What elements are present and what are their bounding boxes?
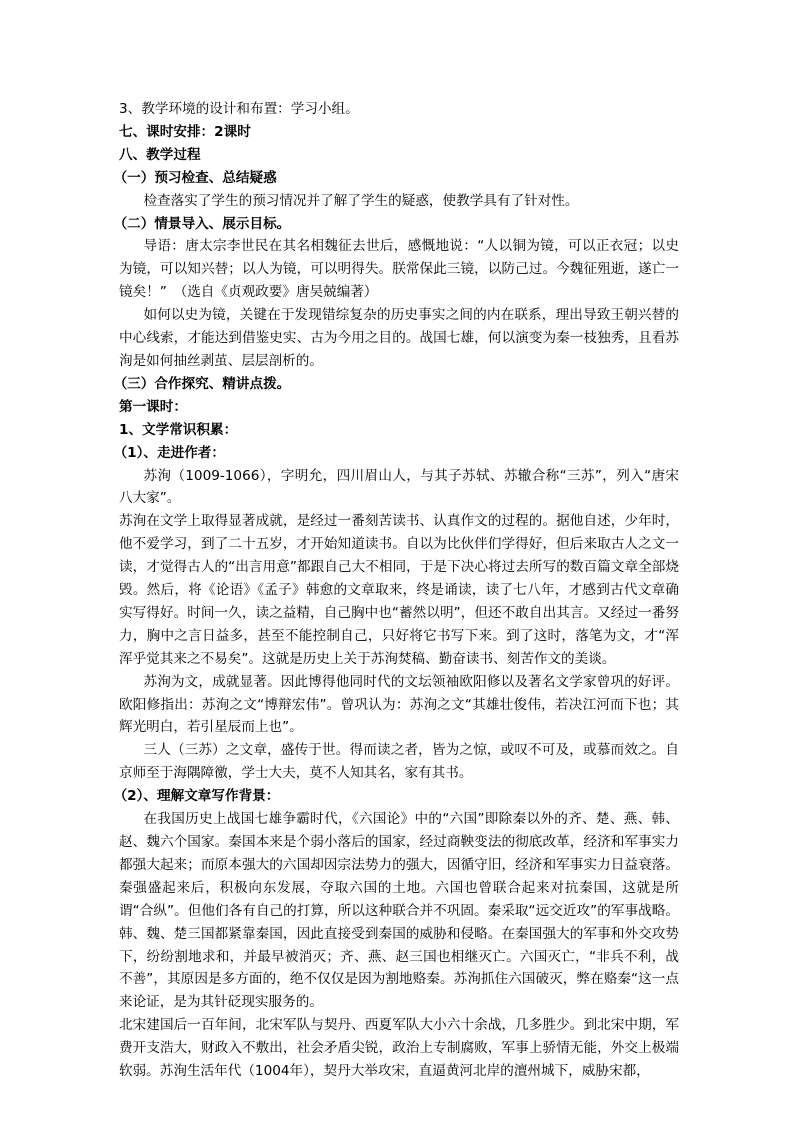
intro-goal-paragraph: 如何以史为镜，关键在于发现错综复杂的历史事实之间的内在联系，理出导致王朝兴替的中心线索，才能达到借鉴史实、古为今用之目的。战国七雄，何以演变为秦一枝独秀，且看苏洵是如何抽丝剥茧、层层剖析的。 [119, 307, 679, 369]
section-8-heading: 八、教学过程 [119, 146, 201, 163]
subsection-1-paragraph: 检查落实了学生的预习情况并了解了学生的疑惑，使教学具有了针对性。 [143, 192, 579, 209]
author-intro-paragraph: 苏洵（1009-1066），字明允，四川眉山人，与其子苏轼、苏辙合称“三苏”，列入“唐宋八大家”。 [119, 467, 679, 507]
teaching-environment-line: 3、教学环境的设计和布置：学习小组。 [119, 101, 359, 117]
warring-states-paragraph: 在我国历史上战国七雄争霸时代，《六国论》中的“六国”即除秦以外的齐、楚、燕、韩、赵、魏六个国家。秦国本来是个弱小落后的国家，经过商鞅变法的彻底改革，经济和军事实力都强大起来；而原本强大的六国却因宗法势力的强大，因循守旧，经济和军事实力日益衰落。秦强盛起来后，积极向东发展，夺取六国的土地。六国也曾联合起来对抗秦国，这就是所谓“合纵”。但他们各有自己的打算，所以这种联合并不巩固。秦采取“远交近攻”的军事战略。韩、魏、楚三国都紧靠秦国，因此直接受到秦国的威胁和侵略。在秦国强大的军事和外交攻势下，纷纷割地求和，并最早被消灭；齐、燕、赵三国也相继灭亡。六国灭亡，“非兵不利，战不善”，其原因是多方面的，绝不仅仅是因为割地赂秦。苏洵抓住六国破灭，弊在赂秦“这一点来论证，是为其针砭现实服务的。 [119, 811, 679, 1011]
northern-song-paragraph: 北宋建国后一百年间，北宋军队与契丹、西夏军队大小六十余战，几多胜少。到北宋中期，军费开支浩大，财政入不敷出，社会矛盾尖锐，政治上专制腐败，军事上骄情无能，外交上极端软弱。苏洵生活年代（1004年），契丹大举攻宋，直逼黄河北岸的澶州城下，威胁宋都， [119, 1017, 679, 1080]
literary-knowledge-heading: 1、文学常识积累： [119, 421, 238, 438]
subsection-3-heading: （三）合作探究、精讲点拨。 [113, 375, 291, 392]
subsection-2-heading: （二）情景导入、展示目标。 [113, 215, 291, 232]
document-body [113, 98, 679, 1083]
lesson-1-heading: 第一课时： [119, 398, 187, 415]
three-su-paragraph: 三人（三苏）之文章，盛传于世。得而读之者，皆为之惊，或叹不可及，或慕而效之。自京师至于海隅障徼，学士大夫，莫不人知其名，家有其书。 [119, 742, 679, 782]
subsection-1-heading: （一）预习检查、总结疑惑 [113, 169, 277, 186]
background-heading: （2）、理解文章写作背景： [113, 788, 280, 805]
section-7-heading: 七、课时安排：2课时 [119, 123, 251, 140]
author-praise-paragraph: 苏洵为文，成就显著。因此博得他同时代的文坛领袖欧阳修以及著名文学家曾巩的好评。欧阳修指出：苏洵之文“博辩宏伟”。曾巩认为：苏洵之文“其雄壮俊伟，若决江河而下也；其辉光明白，若引星辰而上也”。 [119, 673, 679, 736]
author-study-paragraph: 苏洵在文学上取得显著成就，是经过一番刻苦读书、认真作文的过程的。据他自述，少年时，他不爱学习，到了二十五岁，才开始知道读书。自以为比伙伴们学得好，但后来取古人之文一读，才觉得古人的“出言用意”都跟自己大不相同，于是下决心将过去所写的数百篇文章全部烧毁。然后，将《论语》《孟子》韩愈的文章取来，终是诵读，读了七八年，才感到古代文章确实写得好。时间一久，读之益精，自己胸中也“蓄然以明”，但还不敢自出其言。又经过一番努力，胸中之言日益多，甚至不能控制自己，只好将它书写下来。到了这时，落笔为文，才“浑浑乎觉其来之不易矣”。这就是历史上关于苏洵焚稿、勤奋读书、刻苦作文的美谈。 [119, 513, 679, 667]
author-heading: （1）、走进作者： [113, 444, 225, 461]
intro-quote-paragraph: 导语：唐太宗李世民在其名相魏征去世后，感慨地说：“人以铜为镜，可以正衣冠；以史为镜，可以知兴替；以人为镜，可以明得失。朕常保此三镜，以防己过。今魏征殂逝，遂亡一镜矣！” （选自《贞观政要》唐吴兢编著） [119, 238, 679, 301]
